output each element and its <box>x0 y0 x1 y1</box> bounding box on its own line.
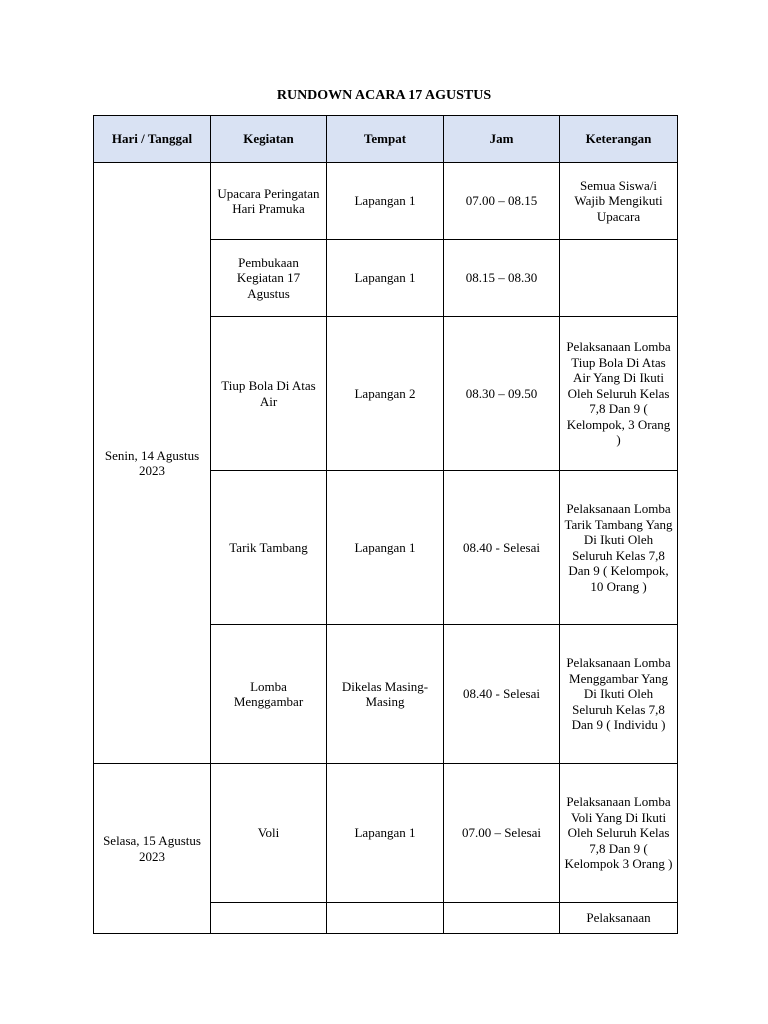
header-hari-tanggal: Hari / Tanggal <box>94 116 211 163</box>
kegiatan-cell: Tiup Bola Di Atas Air <box>211 317 327 471</box>
tempat-cell: Lapangan 2 <box>327 317 444 471</box>
jam-cell <box>444 903 560 934</box>
tempat-cell: Lapangan 1 <box>327 163 444 240</box>
jam-cell: 08.15 – 08.30 <box>444 240 560 317</box>
keterangan-cell: Pelaksanaan Lomba Tarik Tambang Yang Di Ikuti Oleh Seluruh Kelas 7,8 Dan 9 ( Kelompok, 10 Orang ) <box>560 471 678 625</box>
rundown-table <box>93 115 678 934</box>
date-cell: Selasa, 15 Agustus 2023 <box>94 764 211 934</box>
jam-cell: 08.30 – 09.50 <box>444 317 560 471</box>
table-row <box>94 163 678 240</box>
jam-cell: 08.40 - Selesai <box>444 625 560 764</box>
date-cell: Senin, 14 Agustus 2023 <box>94 163 211 764</box>
header-jam: Jam <box>444 116 560 163</box>
header-keterangan: Keterangan <box>560 116 678 163</box>
header-tempat: Tempat <box>327 116 444 163</box>
kegiatan-cell: Lomba Menggambar <box>211 625 327 764</box>
keterangan-cell: Pelaksanaan Lomba Voli Yang Di Ikuti Oleh Seluruh Kelas 7,8 Dan 9 ( Kelompok 3 Orang ) <box>560 764 678 903</box>
jam-cell: 07.00 – Selesai <box>444 764 560 903</box>
kegiatan-cell: Pembukaan Kegiatan 17 Agustus <box>211 240 327 317</box>
tempat-cell <box>327 903 444 934</box>
keterangan-cell: Pelaksanaan Lomba Menggambar Yang Di Ikuti Oleh Seluruh Kelas 7,8 Dan 9 ( Individu ) <box>560 625 678 764</box>
keterangan-cell <box>560 240 678 317</box>
tempat-cell: Dikelas Masing-Masing <box>327 625 444 764</box>
keterangan-cell: Pelaksanaan <box>560 903 678 934</box>
table-header-row <box>94 116 678 163</box>
keterangan-cell: Pelaksanaan Lomba Tiup Bola Di Atas Air Yang Di Ikuti Oleh Seluruh Kelas 7,8 Dan 9 ( Kelompok, 3 Orang ) <box>560 317 678 471</box>
page-title: RUNDOWN ACARA 17 AGUSTUS <box>276 88 492 103</box>
jam-cell: 07.00 – 08.15 <box>444 163 560 240</box>
kegiatan-cell: Voli <box>211 764 327 903</box>
keterangan-cell: Semua Siswa/i Wajib Mengikuti Upacara <box>560 163 678 240</box>
header-kegiatan: Kegiatan <box>211 116 327 163</box>
kegiatan-cell: Upacara Peringatan Hari Pramuka <box>211 163 327 240</box>
tempat-cell: Lapangan 1 <box>327 240 444 317</box>
jam-cell: 08.40 - Selesai <box>444 471 560 625</box>
kegiatan-cell: Tarik Tambang <box>211 471 327 625</box>
kegiatan-cell <box>211 903 327 934</box>
tempat-cell: Lapangan 1 <box>327 471 444 625</box>
tempat-cell: Lapangan 1 <box>327 764 444 903</box>
table-row <box>94 764 678 903</box>
